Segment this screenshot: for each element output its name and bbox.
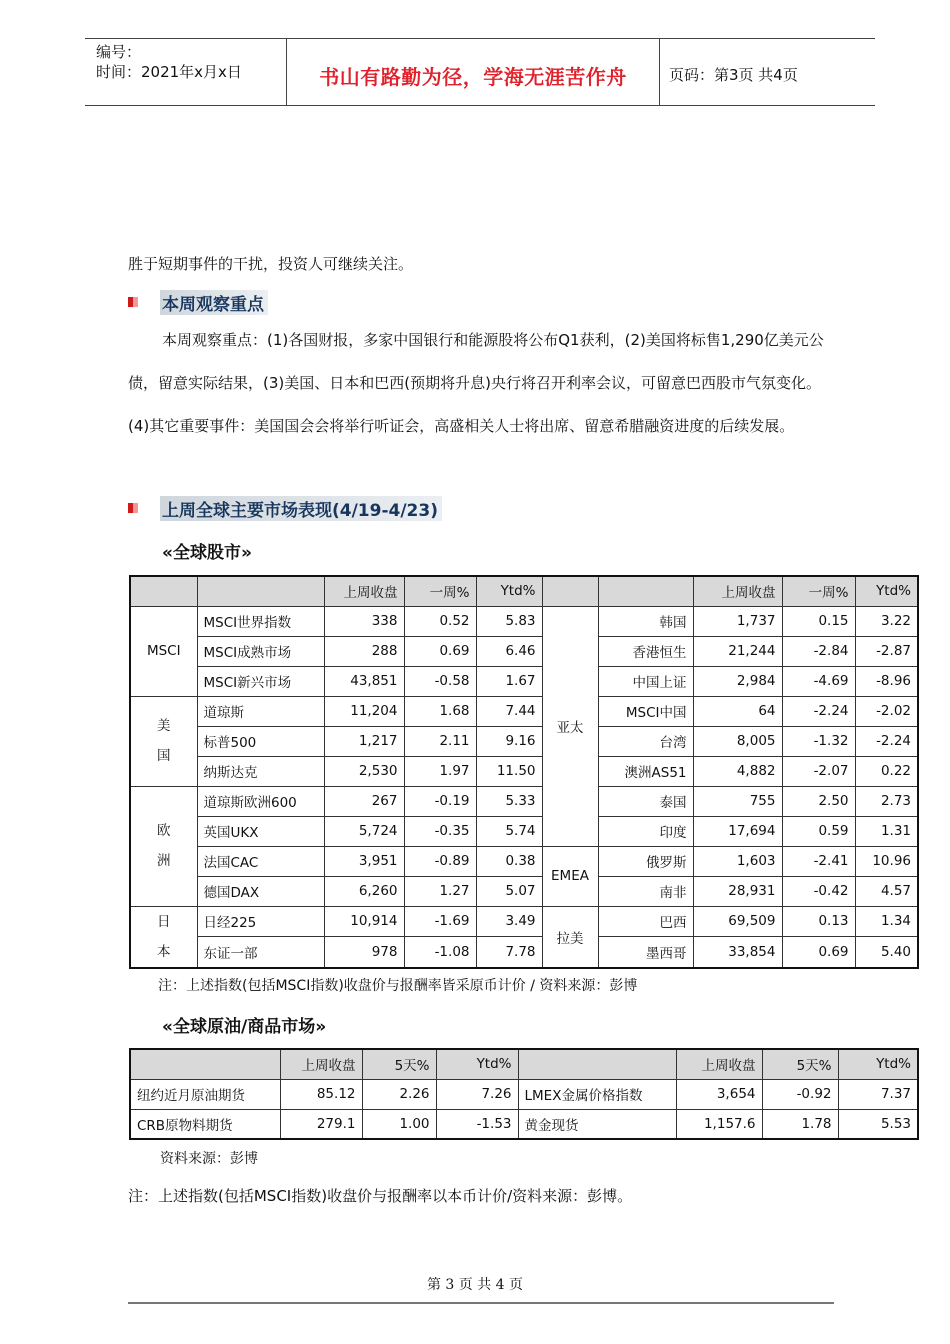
region-label: 本 bbox=[157, 943, 171, 960]
header-cell bbox=[542, 576, 598, 606]
region-cell bbox=[130, 906, 197, 968]
header-cell: 5天% bbox=[762, 1049, 838, 1079]
cell-week: -1.32 bbox=[782, 726, 855, 756]
page-number: 第 3 页 共 4 页 bbox=[426, 1277, 524, 1293]
region-label: 日 bbox=[157, 913, 171, 930]
cell-week: 0.15 bbox=[782, 606, 855, 636]
cell-close: 3,951 bbox=[324, 846, 404, 876]
section-heading bbox=[128, 497, 442, 519]
cell-close: 17,694 bbox=[693, 816, 782, 846]
cell-week: -0.58 bbox=[404, 666, 476, 696]
cell-week: 2.11 bbox=[404, 726, 476, 756]
cell-value: 3,654 bbox=[676, 1079, 762, 1109]
cell-name: 道琼斯 bbox=[197, 696, 324, 726]
cell-close: 755 bbox=[693, 786, 782, 816]
cell-ytd: 7.78 bbox=[476, 937, 542, 968]
cell-week: -0.19 bbox=[404, 786, 476, 816]
cell-ytd: -2.87 bbox=[855, 636, 918, 666]
cell-name: 中国上证 bbox=[598, 666, 693, 696]
cell-close: 43,851 bbox=[324, 666, 404, 696]
cell-close: 978 bbox=[324, 937, 404, 968]
cell-name: CRB原物料期货 bbox=[130, 1109, 280, 1139]
cell-close: 5,724 bbox=[324, 816, 404, 846]
footer-note: 注：上述指数(包括MSCI指数)收盘价与报酬率以本币计价/资料来源：彭博。 bbox=[128, 1187, 633, 1205]
cell-week: -2.07 bbox=[782, 756, 855, 786]
cell-value: 1.78 bbox=[762, 1109, 838, 1139]
table-row bbox=[130, 906, 918, 937]
header-cell: 5天% bbox=[362, 1049, 436, 1079]
cell-ytd: 7.44 bbox=[476, 696, 542, 726]
header-motto: 书山有路勤为径，学海无涯苦作舟 bbox=[319, 65, 627, 89]
cell-week: 0.13 bbox=[782, 906, 855, 937]
table-row bbox=[130, 666, 918, 696]
intro-text: 胜于短期事件的干扰，投资人可继续关注。 bbox=[128, 255, 414, 273]
cell-ytd: 1.31 bbox=[855, 816, 918, 846]
cell-week: 2.50 bbox=[782, 786, 855, 816]
cell-week: -1.08 bbox=[404, 937, 476, 968]
cell-ytd: 5.74 bbox=[476, 816, 542, 846]
cell-close: 10,914 bbox=[324, 906, 404, 937]
region-label: 欧 bbox=[157, 823, 171, 839]
region-label: 国 bbox=[157, 748, 171, 764]
region-cell: 拉美 bbox=[542, 906, 598, 968]
cell-ytd: 0.22 bbox=[855, 756, 918, 786]
cell-week: -0.42 bbox=[782, 876, 855, 906]
region-cell: EMEA bbox=[542, 846, 598, 906]
header-cell: 一周% bbox=[404, 576, 476, 606]
header-cell bbox=[518, 1049, 676, 1079]
cell-ytd: 11.50 bbox=[476, 756, 542, 786]
cell-value: 5.53 bbox=[838, 1109, 918, 1139]
header-cell: 一周% bbox=[782, 576, 855, 606]
cell-close: 6,260 bbox=[324, 876, 404, 906]
section-body: 本周观察重点：(1)各国财报，多家中国银行和能源股将公布Q1获利，(2)美国将标售1,290亿美元公债，留意实际结果，(3)美国、日本和巴西(预期将升息)央行将召开利率会议，可留意巴西股市气氛变化。(4)其它重要事件：美国国会会将举行听证会，高盛相关人士将出席、留意希腊融资进度的后续发展。 bbox=[128, 331, 824, 435]
number-label: 编号： bbox=[96, 43, 142, 61]
table-header-row bbox=[130, 1049, 918, 1079]
global-stocks-table bbox=[129, 575, 919, 969]
region-cell bbox=[130, 696, 197, 786]
header-meta bbox=[96, 42, 242, 82]
cell-close: 21,244 bbox=[693, 636, 782, 666]
header-cell: 上周收盘 bbox=[324, 576, 404, 606]
section-title: 上周全球主要市场表现(4/19-4/23) bbox=[160, 496, 442, 521]
table-row bbox=[130, 937, 918, 968]
cell-week: 0.69 bbox=[404, 636, 476, 666]
cell-week: -0.35 bbox=[404, 816, 476, 846]
cell-week: -2.24 bbox=[782, 696, 855, 726]
cell-close: 69,509 bbox=[693, 906, 782, 937]
bullet-icon bbox=[128, 297, 138, 307]
commodities-table bbox=[129, 1048, 919, 1140]
cell-value: -0.92 bbox=[762, 1079, 838, 1109]
cell-week: 1.97 bbox=[404, 756, 476, 786]
cell-name: 印度 bbox=[598, 816, 693, 846]
region-cell: 亚太 bbox=[542, 606, 598, 846]
cell-ytd: 3.22 bbox=[855, 606, 918, 636]
table-row bbox=[130, 786, 918, 816]
bullet-icon bbox=[128, 503, 138, 513]
cell-name: MSCI成熟市场 bbox=[197, 636, 324, 666]
cell-ytd: 5.40 bbox=[855, 937, 918, 968]
header-cell bbox=[130, 1049, 280, 1079]
cell-name: 标普500 bbox=[197, 726, 324, 756]
cell-name: 巴西 bbox=[598, 906, 693, 937]
section-title: 本周观察重点 bbox=[160, 290, 268, 315]
cell-ytd: 0.38 bbox=[476, 846, 542, 876]
cell-week: 0.52 bbox=[404, 606, 476, 636]
table-row bbox=[130, 696, 918, 726]
cell-close: 1,603 bbox=[693, 846, 782, 876]
cell-name: 道琼斯欧洲600 bbox=[197, 786, 324, 816]
commodities-subtitle: «全球原油/商品市场» bbox=[162, 1017, 327, 1037]
header-cell bbox=[130, 576, 197, 606]
cell-name: 香港恒生 bbox=[598, 636, 693, 666]
cell-ytd: 3.49 bbox=[476, 906, 542, 937]
cell-ytd: 9.16 bbox=[476, 726, 542, 756]
cell-value: 279.1 bbox=[280, 1109, 362, 1139]
cell-name: 泰国 bbox=[598, 786, 693, 816]
cell-week: -2.41 bbox=[782, 846, 855, 876]
cell-week: -4.69 bbox=[782, 666, 855, 696]
cell-close: 11,204 bbox=[324, 696, 404, 726]
cell-week: 0.59 bbox=[782, 816, 855, 846]
header-page-label: 页码：第3页 共4页 bbox=[669, 66, 798, 84]
cell-value: 1.00 bbox=[362, 1109, 436, 1139]
cell-value: -1.53 bbox=[436, 1109, 518, 1139]
header-cell: Ytd% bbox=[476, 576, 542, 606]
header-cell: Ytd% bbox=[838, 1049, 918, 1079]
cell-close: 64 bbox=[693, 696, 782, 726]
cell-name: 纳斯达克 bbox=[197, 756, 324, 786]
page-header bbox=[85, 38, 875, 106]
cell-week: -2.84 bbox=[782, 636, 855, 666]
cell-ytd: 5.83 bbox=[476, 606, 542, 636]
cell-close: 28,931 bbox=[693, 876, 782, 906]
cell-close: 2,984 bbox=[693, 666, 782, 696]
cell-name: 法国CAC bbox=[197, 846, 324, 876]
commodities-source: 资料来源：彭博 bbox=[160, 1151, 258, 1167]
cell-name: 墨西哥 bbox=[598, 937, 693, 968]
header-cell: Ytd% bbox=[436, 1049, 518, 1079]
region-cell bbox=[130, 786, 197, 906]
footer-rule bbox=[128, 1302, 834, 1304]
cell-name: 日经225 bbox=[197, 906, 324, 937]
table-row bbox=[130, 636, 918, 666]
cell-value: 85.12 bbox=[280, 1079, 362, 1109]
cell-close: 1,217 bbox=[324, 726, 404, 756]
region-label: 洲 bbox=[157, 853, 171, 869]
section-heading bbox=[128, 291, 268, 313]
cell-ytd: -2.02 bbox=[855, 696, 918, 726]
cell-ytd: 5.07 bbox=[476, 876, 542, 906]
cell-ytd: -2.24 bbox=[855, 726, 918, 756]
table-row bbox=[130, 1079, 918, 1109]
cell-close: 33,854 bbox=[693, 937, 782, 968]
cell-name: 韩国 bbox=[598, 606, 693, 636]
cell-ytd: 6.46 bbox=[476, 636, 542, 666]
cell-close: 338 bbox=[324, 606, 404, 636]
cell-ytd: 4.57 bbox=[855, 876, 918, 906]
table-header-row bbox=[130, 576, 918, 606]
cell-week: -0.89 bbox=[404, 846, 476, 876]
cell-value: 7.37 bbox=[838, 1079, 918, 1109]
cell-close: 288 bbox=[324, 636, 404, 666]
header-cell: Ytd% bbox=[855, 576, 918, 606]
region-label: 美 bbox=[157, 718, 171, 734]
header-cell: 上周收盘 bbox=[676, 1049, 762, 1079]
cell-week: 0.69 bbox=[782, 937, 855, 968]
cell-close: 2,530 bbox=[324, 756, 404, 786]
cell-value: 1,157.6 bbox=[676, 1109, 762, 1139]
time-label: 时间：2021年x月x日 bbox=[96, 63, 242, 81]
cell-ytd: 5.33 bbox=[476, 786, 542, 816]
table-row bbox=[130, 606, 918, 636]
cell-name: 东证一部 bbox=[197, 937, 324, 968]
table-row bbox=[130, 876, 918, 906]
cell-name: 俄罗斯 bbox=[598, 846, 693, 876]
cell-name: 英国UKX bbox=[197, 816, 324, 846]
cell-value: 7.26 bbox=[436, 1079, 518, 1109]
header-cell: 上周收盘 bbox=[280, 1049, 362, 1079]
cell-ytd: -8.96 bbox=[855, 666, 918, 696]
cell-close: 1,737 bbox=[693, 606, 782, 636]
stocks-subtitle: «全球股市» bbox=[162, 543, 252, 563]
cell-name: 澳洲AS51 bbox=[598, 756, 693, 786]
table-row bbox=[130, 846, 918, 876]
cell-close: 267 bbox=[324, 786, 404, 816]
cell-ytd: 1.34 bbox=[855, 906, 918, 937]
table-row bbox=[130, 726, 918, 756]
cell-name: 南非 bbox=[598, 876, 693, 906]
cell-name: 黄金现货 bbox=[518, 1109, 676, 1139]
cell-name: MSCI世界指数 bbox=[197, 606, 324, 636]
cell-name: 德国DAX bbox=[197, 876, 324, 906]
cell-name: 台湾 bbox=[598, 726, 693, 756]
cell-value: 2.26 bbox=[362, 1079, 436, 1109]
cell-name: MSCI中国 bbox=[598, 696, 693, 726]
cell-week: 1.27 bbox=[404, 876, 476, 906]
cell-ytd: 1.67 bbox=[476, 666, 542, 696]
table-row bbox=[130, 756, 918, 786]
cell-close: 8,005 bbox=[693, 726, 782, 756]
cell-name: MSCI新兴市场 bbox=[197, 666, 324, 696]
header-cell: 上周收盘 bbox=[693, 576, 782, 606]
cell-name: 纽约近月原油期货 bbox=[130, 1079, 280, 1109]
cell-ytd: 10.96 bbox=[855, 846, 918, 876]
cell-week: 1.68 bbox=[404, 696, 476, 726]
region-cell: MSCI bbox=[130, 606, 197, 696]
cell-name: LMEX金属价格指数 bbox=[518, 1079, 676, 1109]
header-cell bbox=[197, 576, 324, 606]
table-row bbox=[130, 1109, 918, 1139]
stocks-note: 注：上述指数(包括MSCI指数)收盘价与报酬率皆采原币计价 / 资料来源：彭博 bbox=[158, 978, 638, 994]
cell-ytd: 2.73 bbox=[855, 786, 918, 816]
cell-close: 4,882 bbox=[693, 756, 782, 786]
header-cell bbox=[598, 576, 693, 606]
cell-week: -1.69 bbox=[404, 906, 476, 937]
header-divider bbox=[659, 39, 660, 105]
table-row bbox=[130, 816, 918, 846]
